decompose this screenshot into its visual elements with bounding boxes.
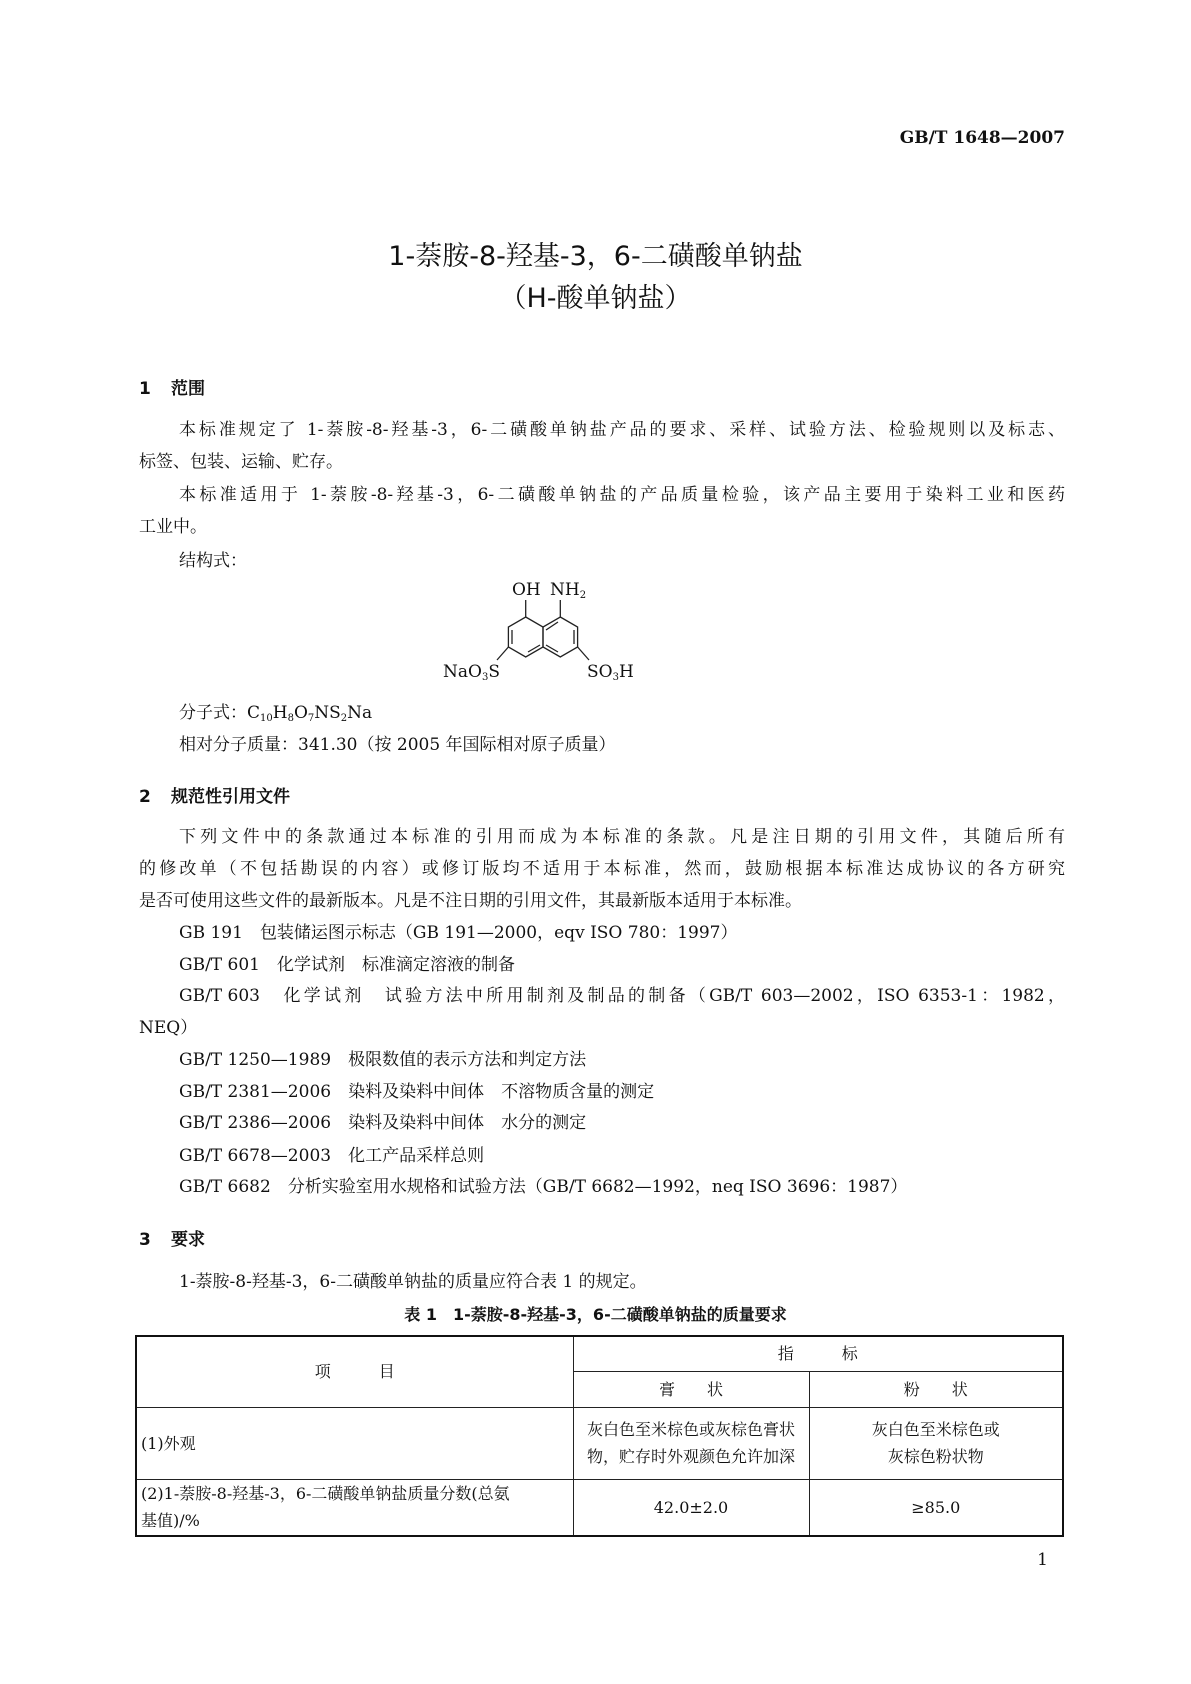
doc-title-line1: 1-萘胺-8-羟基-3，6-二磺酸单钠盐 (388, 241, 803, 272)
molecular-mass: 相对分子质量：341.30（按 2005 年国际相对原子质量） (179, 735, 616, 755)
reference-item: GB/T 2386—2006 染料及染料中间体 水分的测定 (179, 1113, 587, 1133)
section-number: 1 (139, 379, 151, 399)
cell-paste: 42.0±2.0 (573, 1479, 809, 1536)
header-paste: 膏 状 (573, 1371, 809, 1407)
cell-paste: 灰白色至米棕色或灰棕色膏状 物，贮存时外观颜色允许加深 (573, 1407, 809, 1479)
section-2-heading: 2 规范性引用文件 (139, 787, 290, 807)
header-item: 项 目 (136, 1336, 573, 1407)
page-number: 1 (1037, 1550, 1048, 1570)
standard-number: GB/T 1648—2007 (899, 128, 1065, 148)
molecular-formula: 分子式：$C_{10}H_8O_7NS_2Na$ (179, 703, 373, 724)
structure-nao3s-label: NaO$_3$S (443, 662, 500, 683)
cell-powder: ≥85.0 (809, 1479, 1063, 1536)
table-caption: 表 1 1-萘胺-8-羟基-3，6-二磺酸单钠盐的质量要求 (404, 1305, 787, 1324)
section-title: 范围 (171, 379, 205, 399)
header-powder: 粉 状 (809, 1371, 1063, 1407)
paragraph-line: 下列文件中的条款通过本标准的引用而成为本标准的条款。凡是注日期的引用文件，其随后所有 (179, 827, 1065, 847)
paragraph-line: 标签、包装、运输、贮存。 (139, 452, 343, 472)
paragraph-line: 的修改单（不包括勘误的内容）或修订版均不适用于本标准，然而，鼓励根据本标准达成协议的各方研究 (139, 859, 1065, 879)
cell-item: (2)1-萘胺-8-羟基-3，6-二磺酸单钠盐质量分数(总氨 基值)/% (136, 1479, 573, 1536)
cell-item: (1)外观 (136, 1407, 573, 1479)
paragraph-line: 工业中。 (139, 517, 207, 537)
reference-item-cont: NEQ） (139, 1018, 198, 1038)
section-1-heading (139, 374, 205, 399)
reference-item: GB 191 包装储运图示标志（GB 191—2000，eqv ISO 780：1997） (179, 923, 738, 943)
table-row (136, 1479, 1063, 1536)
table-row (136, 1407, 1063, 1479)
doc-title-line2: （H-酸单钠盐） (499, 283, 692, 314)
reference-item: GB/T 6682 分析实验室用水规格和试验方法（GB/T 6682—1992，neq ISO 3696：1987） (179, 1177, 908, 1197)
reference-item: GB/T 1250—1989 极限数值的表示方法和判定方法 (179, 1050, 587, 1070)
structure-nh2-label: $NH_2$ (550, 580, 587, 601)
quality-requirements-table (135, 1335, 1064, 1537)
structure-so3h-label: $SO_3H$ (587, 662, 634, 683)
paragraph-line: 1-萘胺-8-羟基-3，6-二磺酸单钠盐的质量应符合表 1 的规定。 (179, 1272, 647, 1292)
reference-item: GB/T 6678—2003 化工产品采样总则 (179, 1146, 485, 1166)
structure-label: 结构式： (179, 551, 247, 571)
section-3-heading: 3 要求 (139, 1230, 205, 1250)
reference-item: GB/T 601 化学试剂 标准滴定溶液的制备 (179, 955, 515, 975)
paragraph-line: 本标准适用于 1-萘胺-8-羟基-3，6-二磺酸单钠盐的产品质量检验，该产品主要用于染料工业和医药 (179, 485, 1065, 505)
reference-item: GB/T 2381—2006 染料及染料中间体 不溶物质含量的测定 (179, 1082, 655, 1102)
header-index: 指 标 (573, 1336, 1063, 1371)
cell-powder: 灰白色至米棕色或 灰棕色粉状物 (809, 1407, 1063, 1479)
paragraph-line: 本标准规定了 1-萘胺-8-羟基-3，6-二磺酸单钠盐产品的要求、采样、试验方法、检验规则以及标志、 (179, 420, 1065, 440)
reference-item: GB/T 603 化学试剂 试验方法中所用制剂及制品的制备（GB/T 603—2002，ISO 6353-1：1982， (179, 986, 1065, 1006)
paragraph-line: 是否可使用这些文件的最新版本。凡是不注日期的引用文件，其最新版本适用于本标准。 (139, 891, 802, 911)
structure-oh-label: OH (512, 580, 541, 600)
